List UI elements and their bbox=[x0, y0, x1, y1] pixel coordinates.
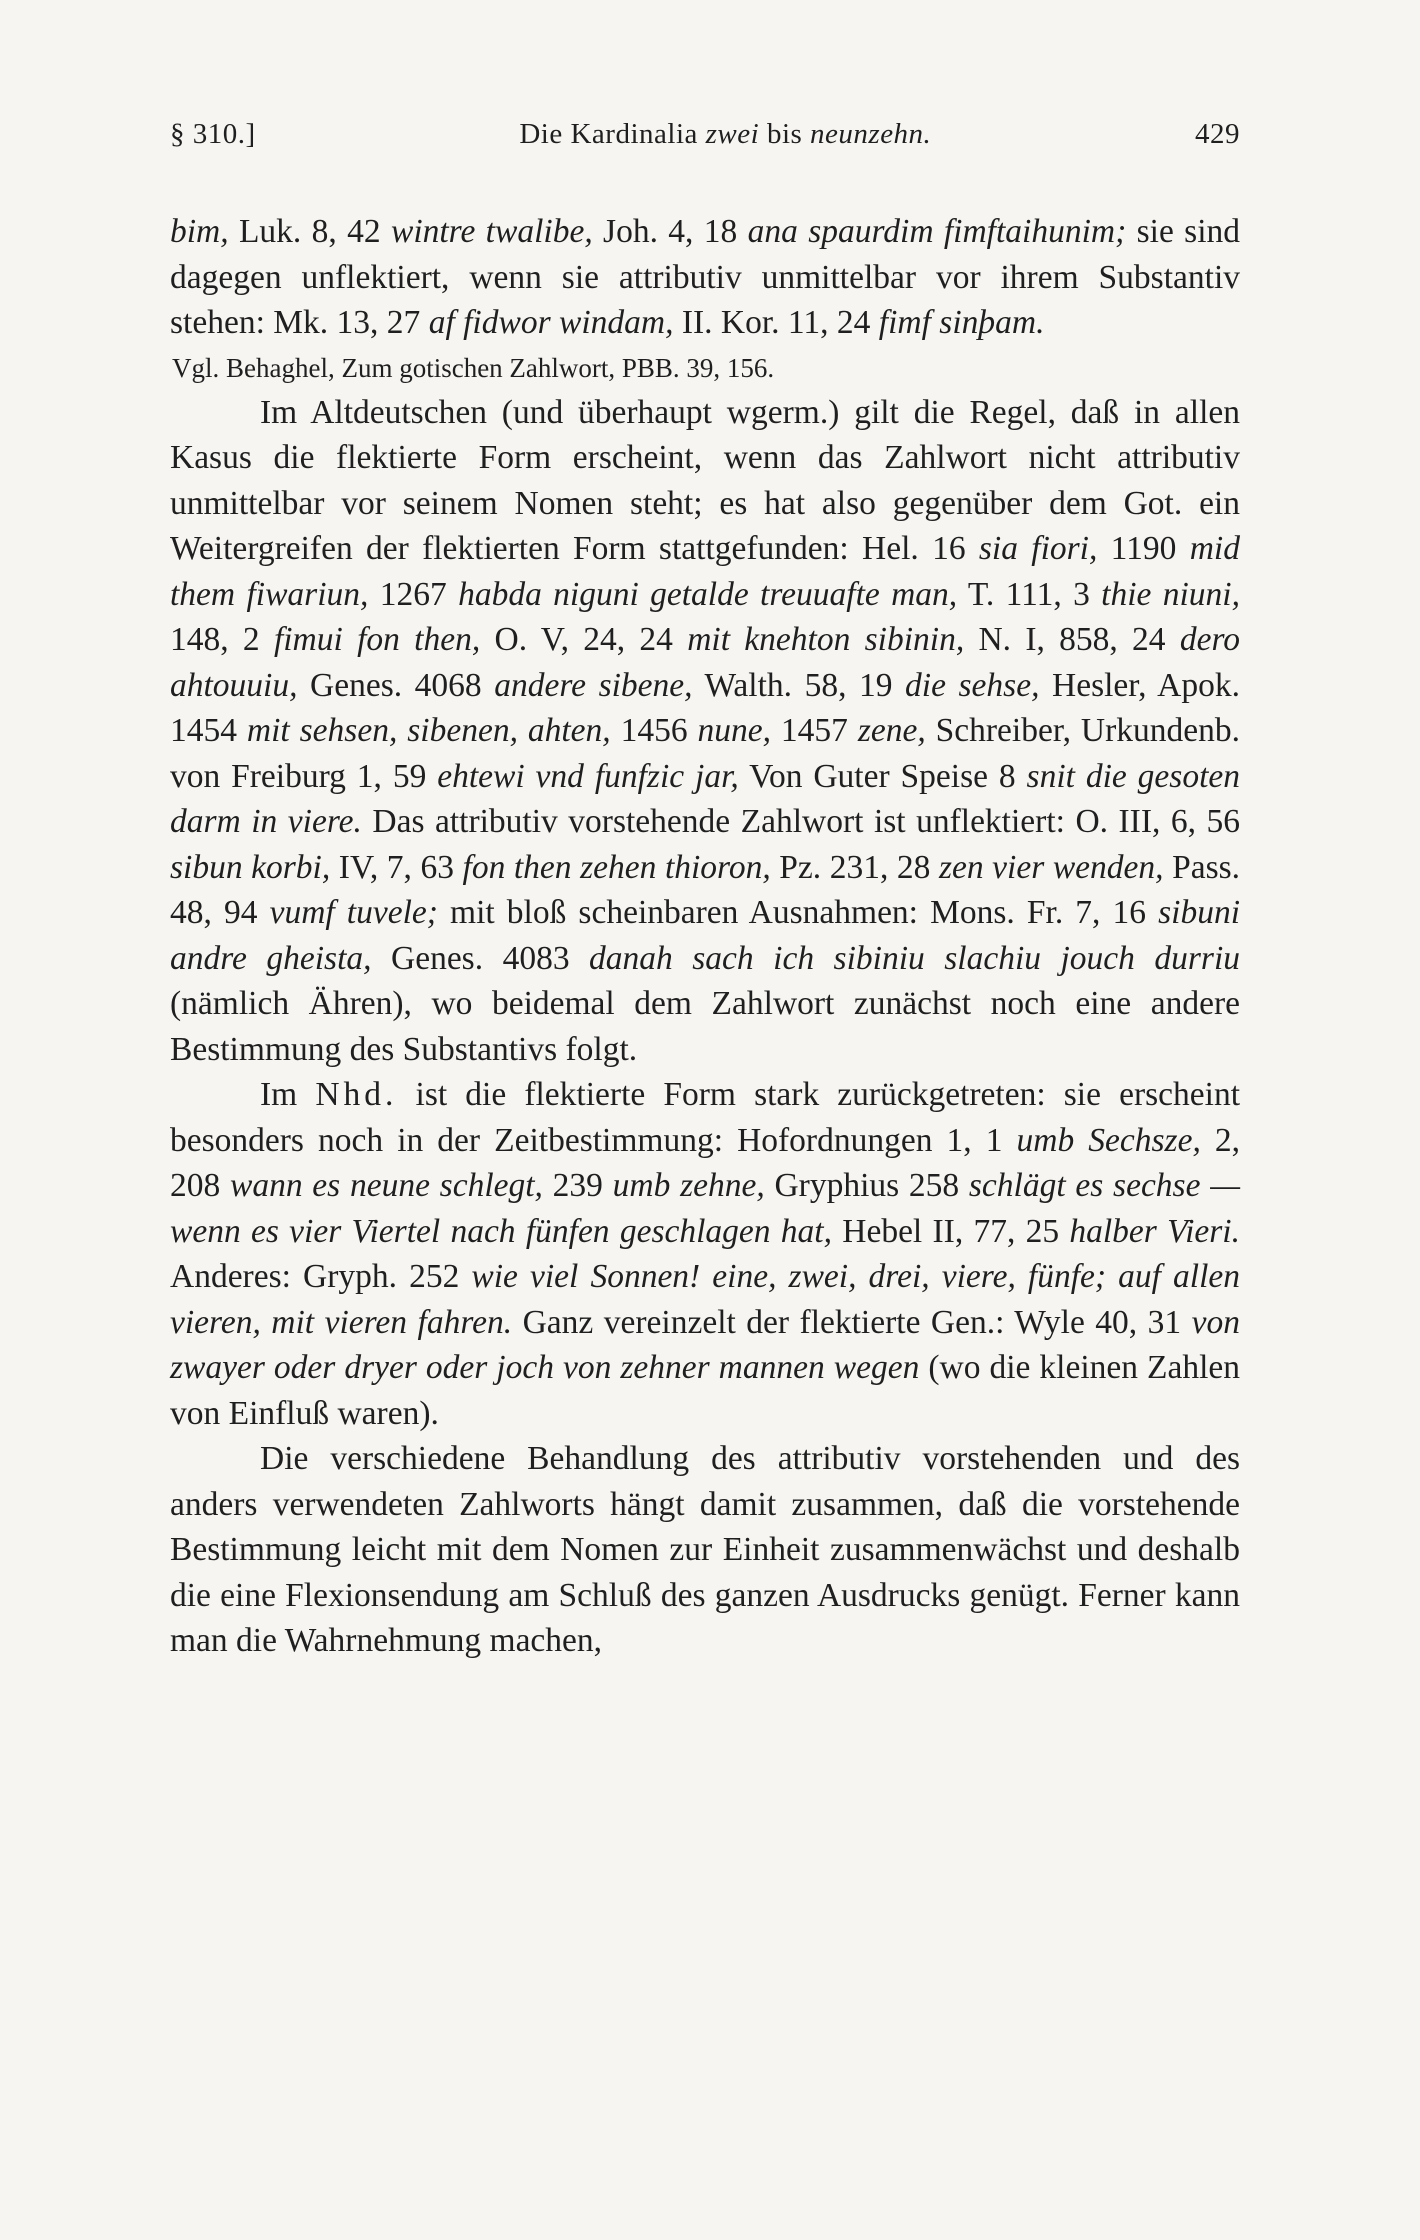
text-run: Von Guter Speise 8 bbox=[738, 757, 1027, 795]
italic-citation: danah sach ich sibiniu slachiu jouch durriu bbox=[589, 939, 1240, 977]
running-title-italic: zwei bbox=[705, 118, 760, 150]
italic-citation: bim, bbox=[170, 213, 229, 250]
text-run: 2, 208 bbox=[170, 1121, 1241, 1204]
text-run: Die verschiedene Behandlung des attributiv vorstehenden und des anders verwendeten Zahlworts hängt damit zusammen, daß die vorstehende Bestimmung leicht mit dem Nomen zur Einheit zusammenwächst und deshalb die eine Flexionsendung am Schluß des ganzen Ausdrucks genügt. Ferner kann man die Wahrnehmung machen, bbox=[170, 1440, 1240, 1659]
italic-citation: ana spaurdim fimftaihunim; bbox=[747, 213, 1127, 250]
text-run: Anderes: Gryph. 252 bbox=[170, 1258, 472, 1295]
italic-citation: af fidwor windam, bbox=[428, 304, 674, 341]
paragraph bbox=[170, 1436, 1240, 1664]
text-run: Joh. 4, 18 bbox=[592, 213, 748, 250]
italic-citation: fimui fon then, bbox=[273, 621, 481, 658]
text-run: (wo die kleinen Zahlen von Einfluß waren). bbox=[170, 1349, 1241, 1432]
italic-citation: fimf sinþam. bbox=[878, 304, 1045, 341]
italic-citation: wann es neune schlegt, bbox=[229, 1167, 543, 1204]
text-run: 1457 bbox=[770, 712, 858, 749]
reference-note bbox=[170, 346, 1240, 390]
body-text bbox=[170, 209, 1240, 1664]
section-number: § 310.] bbox=[170, 118, 256, 150]
text-run: Pz. 231, 28 bbox=[770, 848, 939, 886]
italic-citation: die sehse, bbox=[905, 666, 1040, 704]
italic-citation: sia fiori, bbox=[978, 530, 1098, 567]
running-title bbox=[519, 118, 931, 151]
running-title-text: Die Kardinalia bbox=[519, 118, 706, 150]
text-run: mit bloß scheinbaren Ausnahmen: Mons. Fr. 7, 16 bbox=[437, 894, 1159, 931]
text-run: sie sind dagegen unflektiert, wenn sie attributiv unmittelbar vor ihrem Substantiv stehen: Mk. 13, 27 bbox=[170, 213, 1241, 341]
italic-citation: habda niguni getalde treuuafte man, bbox=[458, 575, 958, 613]
italic-citation: wintre twalibe, bbox=[390, 213, 593, 250]
text-run: Im bbox=[260, 1076, 316, 1113]
running-header bbox=[170, 118, 1240, 151]
text-run: 1267 bbox=[368, 575, 459, 613]
italic-citation: mid them fiwariun, bbox=[170, 530, 1240, 613]
italic-citation: von zwayer oder dryer oder joch von zehner mannen wegen bbox=[170, 1303, 1240, 1386]
italic-citation: andere sibene, bbox=[494, 666, 693, 704]
italic-citation: dero ahtouuiu, bbox=[170, 621, 1240, 704]
text-run: O. V, 24, 24 bbox=[480, 621, 688, 658]
paragraph bbox=[170, 1072, 1240, 1436]
italic-citation: vumf tuvele; bbox=[269, 894, 438, 931]
text-run: Im Altdeutschen (und überhaupt wgerm.) gilt die Regel, daß in allen Kasus die flektierte Form erscheint, wenn das Zahlwort nicht attributiv unmittelbar vor seinem Nomen steht; es hat also gegenüber dem Got. ein Weitergreifen der flektierten Form stattgefunden: Hel. 16 bbox=[170, 393, 1240, 567]
italic-citation: nune, bbox=[697, 712, 771, 749]
text-run: 1190 bbox=[1097, 530, 1190, 567]
italic-citation: mit knehton sibinin, bbox=[687, 621, 965, 658]
italic-citation: umb Sechsze, bbox=[1016, 1121, 1201, 1159]
italic-citation: zen vier wenden, bbox=[938, 848, 1164, 886]
text-run: Genes. 4068 bbox=[297, 666, 495, 704]
text-run: Schreiber, Urkundenb. von Freiburg 1, 59 bbox=[170, 712, 1241, 795]
text-run: (nämlich Ähren), wo beidemal dem Zahlwort zunächst noch eine andere Bestimmung des Substantivs folgt. bbox=[170, 985, 1240, 1068]
italic-citation: wie viel Sonnen! eine, zwei, drei, viere, fünfe; bbox=[471, 1258, 1107, 1295]
text-run: Hesler, Apok. 1454 bbox=[170, 666, 1240, 749]
text-run: II. Kor. 11, 24 bbox=[673, 304, 879, 341]
italic-citation: schlägt es sechse — wenn es vier Viertel nach fünfen geschlagen hat, bbox=[170, 1167, 1240, 1250]
running-title-italic: neunzehn. bbox=[810, 118, 932, 150]
text-run: Das attributiv vorstehende Zahlwort ist unflektiert: O. III, 6, 56 bbox=[361, 803, 1240, 840]
paragraph bbox=[170, 209, 1240, 346]
text-run: Gryphius 258 bbox=[764, 1167, 969, 1204]
text-run: IV, 7, 63 bbox=[330, 848, 463, 886]
italic-citation: mit sehsen, sibenen, ahten, bbox=[246, 712, 611, 749]
text-run: 1456 bbox=[610, 712, 698, 749]
page-number: 429 bbox=[1195, 118, 1240, 150]
italic-citation: sibun korbi, bbox=[170, 848, 331, 886]
italic-citation: thie niuni, bbox=[1101, 575, 1240, 613]
running-title-text: bis bbox=[759, 118, 811, 150]
italic-citation: fon then zehen thioron, bbox=[462, 848, 771, 886]
italic-citation: ehtewi vnd funfzic jar, bbox=[437, 757, 739, 795]
text-run: Pass. 48, 94 bbox=[170, 848, 1241, 931]
text-run: Luk. 8, 42 bbox=[228, 213, 391, 250]
text-run: Hebel II, 77, 25 bbox=[831, 1212, 1070, 1250]
italic-citation: snit die gesoten darm in viere. bbox=[170, 757, 1240, 840]
paragraph bbox=[170, 390, 1240, 1073]
text-run: T. 111, 3 bbox=[957, 575, 1102, 613]
italic-citation: auf allen vieren, mit vieren fahren. bbox=[170, 1258, 1241, 1341]
text-run: Genes. 4083 bbox=[371, 939, 590, 977]
text-run: Walth. 58, 19 bbox=[692, 666, 906, 704]
text-run bbox=[1106, 1258, 1118, 1295]
text-run: Ganz vereinzelt der flektierte Gen.: Wyle 40, 31 bbox=[512, 1303, 1192, 1341]
text-run: Vgl. Behaghel, Zum gotischen Zahlwort, PBB. 39, 156. bbox=[172, 352, 775, 383]
italic-citation: zene, bbox=[857, 712, 926, 749]
text-run: ist die flektierte Form stark zurückgetreten: sie erscheint besonders noch in der Zeitbestimmung: Hofordnungen 1, 1 bbox=[170, 1076, 1240, 1159]
italic-citation: halber Vieri. bbox=[1069, 1212, 1240, 1250]
text-run: 148, 2 bbox=[170, 621, 274, 658]
italic-citation: sibuni andre gheista, bbox=[170, 894, 1241, 977]
italic-citation: umb zehne, bbox=[612, 1167, 765, 1204]
spaced-term: Nhd. bbox=[315, 1076, 398, 1113]
text-run: N. I, 858, 24 bbox=[964, 621, 1180, 658]
text-run: 239 bbox=[542, 1167, 613, 1204]
